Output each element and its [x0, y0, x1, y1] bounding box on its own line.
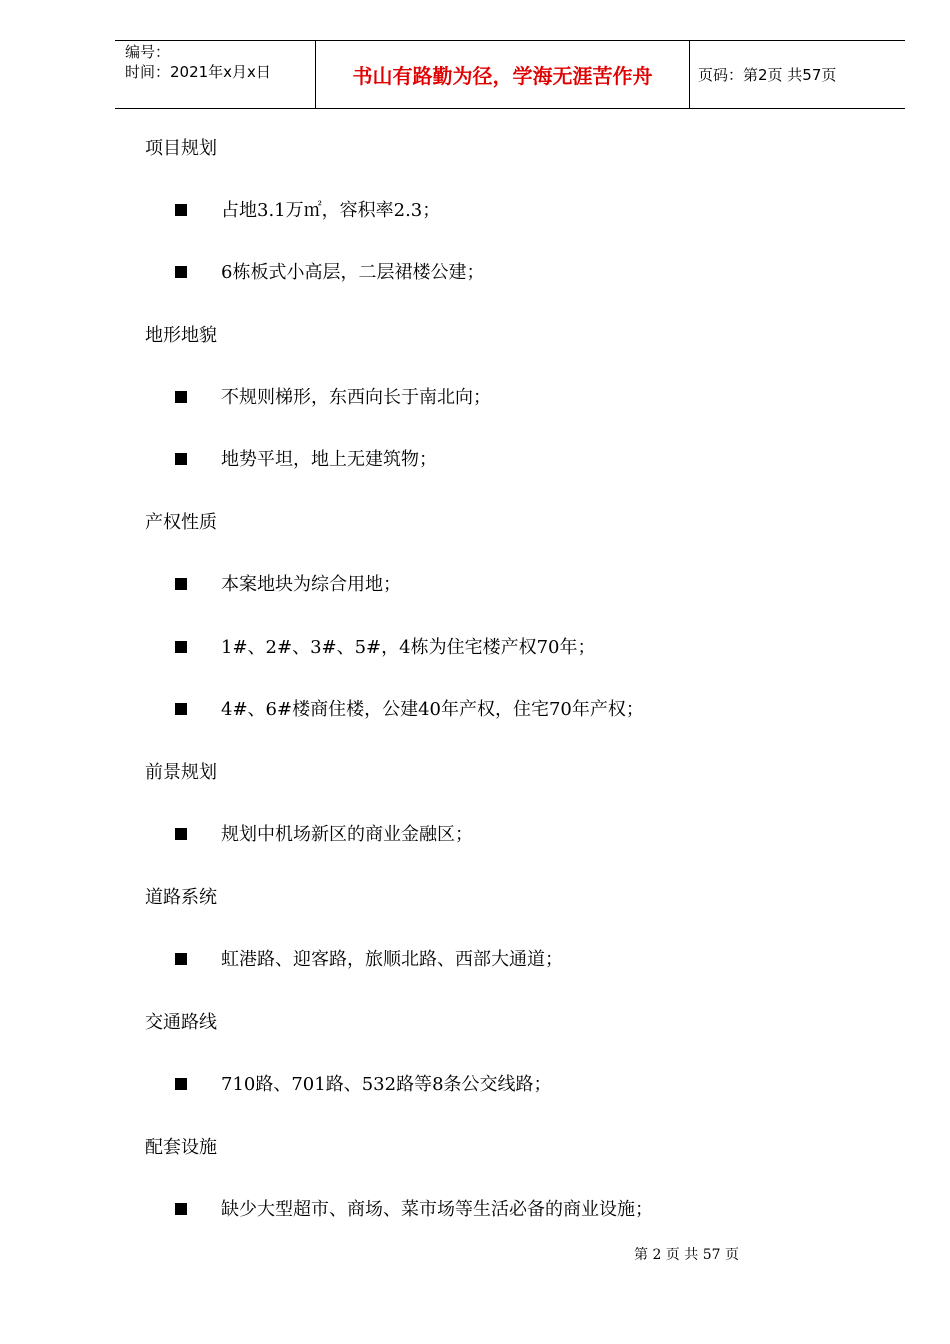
black-square-icon: [175, 391, 187, 403]
list-item: 虹港路、迎客路，旅顺北路、西部大通道；: [221, 949, 563, 970]
section-heading: 产权性质: [145, 512, 217, 533]
black-square-icon: [175, 953, 187, 965]
section-heading: 前景规划: [145, 762, 217, 783]
black-square-icon: [175, 1078, 187, 1090]
black-square-icon: [175, 266, 187, 278]
header-page-cell: [690, 41, 905, 108]
black-square-icon: [175, 578, 187, 590]
black-square-icon: [175, 453, 187, 465]
section-heading: 交通路线: [145, 1012, 217, 1033]
section-heading: 地形地貌: [145, 325, 217, 346]
document-time-label: 时间：2021年x月x日: [125, 63, 271, 81]
page-footer: 第 2 页 共 57 页: [634, 1247, 739, 1263]
header-motto-cell: [315, 41, 690, 108]
header-meta-cell: [115, 41, 315, 108]
section-heading: 项目规划: [145, 138, 217, 159]
list-item: 4#、6#楼商住楼，公建40年产权，住宅70年产权；: [221, 699, 644, 720]
header-page-code: 页码：第2页 共57页: [698, 66, 837, 84]
black-square-icon: [175, 703, 187, 715]
list-item: 本案地块为综合用地；: [221, 574, 401, 595]
black-square-icon: [175, 204, 187, 216]
header-motto: 书山有路勤为径，学海无涯苦作舟: [352, 64, 653, 88]
list-item: 缺少大型超市、商场、菜市场等生活必备的商业设施；: [221, 1199, 653, 1220]
list-item: 地势平坦，地上无建筑物；: [221, 449, 437, 470]
section-heading: 道路系统: [145, 887, 217, 908]
section-heading: 配套设施: [145, 1137, 217, 1158]
list-item: 710路、701路、532路等8条公交线路；: [221, 1074, 552, 1095]
page-header: [115, 40, 905, 109]
black-square-icon: [175, 641, 187, 653]
list-item: 占地3.1万㎡，容积率2.3；: [221, 200, 441, 221]
list-item: 不规则梯形，东西向长于南北向；: [221, 387, 491, 408]
list-item: 规划中机场新区的商业金融区；: [221, 824, 473, 845]
black-square-icon: [175, 828, 187, 840]
list-item: 1#、2#、3#、5#，4栋为住宅楼产权70年；: [221, 637, 596, 658]
document-number-label: 编号：: [125, 43, 171, 61]
black-square-icon: [175, 1203, 187, 1215]
list-item: 6栋板式小高层，二层裙楼公建；: [221, 262, 485, 283]
